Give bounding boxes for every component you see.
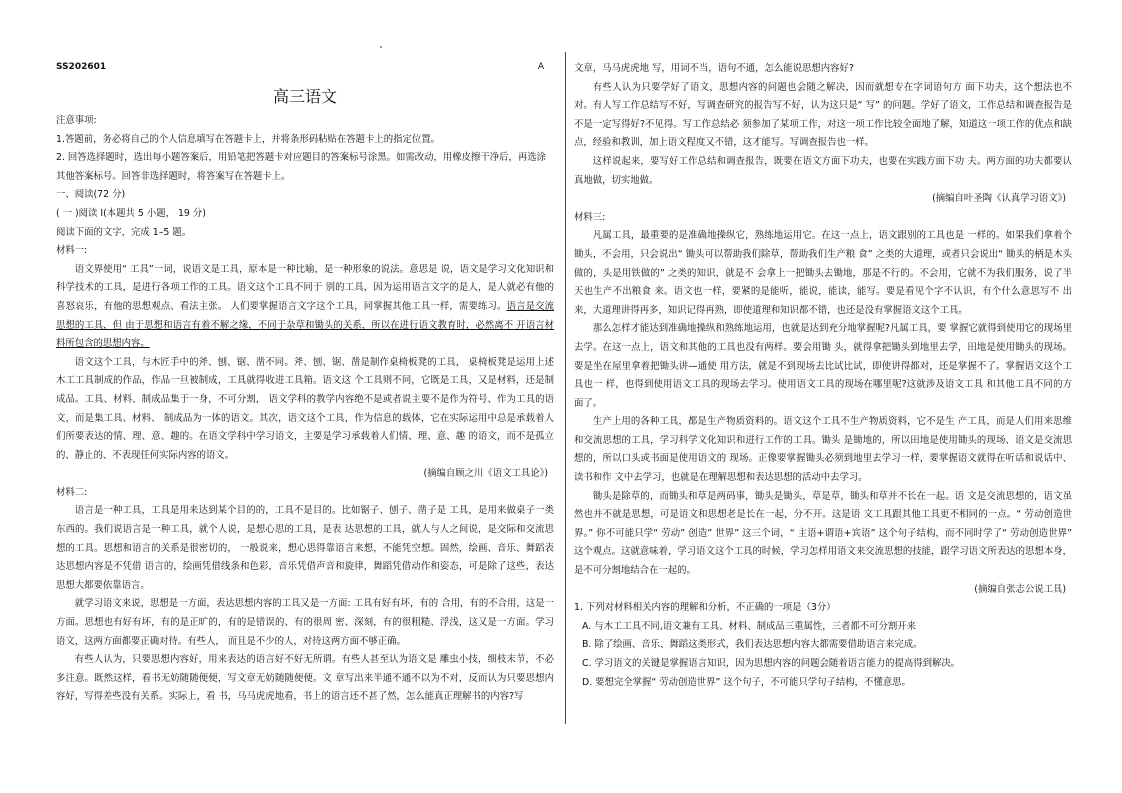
material-3-source: (摘编自张志公说工具) bbox=[974, 583, 1066, 595]
material-3-paragraph-1: 凡属工具，最重要的是准确地操纵它，熟练地运用它。在这一点上，语文跟别的工具也是 一样的。如果我们拿着个锄头，不会用，只会说出“ 锄头可以帮助我们除草，帮助我们生产粮 食” 之类的大道理，或者只会说出“ 锄头的柄是木头做的，头是用铁做的” 之类的知识，就是不 会拿上一把锄头去锄地，那是不行的。不会用，它就不为我们服务，说了半天也生产不出粮食 来。语文也一样，要紧的是能听，能说，能读，能写。要是看见个字不认识，有个什么意思写不 出来，大道理讲得再多，知识记得再熟，即使道理和知识都不错，也还是没有掌握语文这个工具。 bbox=[574, 230, 1072, 316]
material-2-source: (摘编自叶圣陶《认真学习语文》) bbox=[932, 193, 1066, 205]
material-2-paragraph-5: 这样说起来，要写好工作总结和调查报告，既要在语文方面下功夫，也要在实践方面下功 夫。两方面的功夫都要认真地做，切实地做。 bbox=[574, 155, 1072, 186]
material-3-paragraph-2: 那么怎样才能达到准确地操纵和熟练地运用，也就是达到充分地掌握呢?凡属工具，要 掌握它就得到使用它的现场里去学。在这一点上，语文和其他的工具也没有两样。要会用锄 头，就得拿把锄头到地里去学，田地是使用锄头的现场。要是坐在屋里拿着把锄头讲—通使 用方法，就是不到现场去比试比试，即使讲得都对，还是掌握不了。掌握语文这个工具也一 样，也得到使用语文工具的现场去学习。使用语文工具的现场在哪里呢?这就涉及语文工具 和其他工具不同的方面了。 bbox=[574, 323, 1072, 409]
material-1-paragraph-1 bbox=[56, 261, 554, 354]
material-1-label: 材料一: bbox=[56, 245, 88, 257]
paragraph-text: 语文界使用“ 工具”一词，说语文是工具，原本是一种比喻，是一种形象的说法。意思是 说，语文是学习文化知识和科学技术的工具，是进行各项工作的工具。语文这个工具不同于 别的工具，因为运用语言文字的是人，是人就必有他的喜怒哀乐，有他的思想观点、看法主张。 人们要掌握语言文字这个工具，同掌握其他工具一样，需要练习。 bbox=[56, 263, 554, 312]
question-1-option-a: A. 与木工工具不同,语文兼有工具、材料、制成品三重属性，三者都不可分割开来 bbox=[582, 620, 916, 632]
section-heading: 一、阅读(72 分) bbox=[56, 189, 126, 201]
version-label: A bbox=[537, 62, 544, 72]
notes-title: 注意事项: bbox=[56, 115, 97, 126]
material-3-paragraph-4: 锄头是除草的，而锄头和草是两码事，锄头是锄头，草是草，锄头和草并不长在一起。语 文是交流思想的，语文虽然也并不就是思想，可是语文和思想老是长在一起，分不开。这是语 文工具跟其他工具更不相同的一点。“ 劳动创造世界。” 你不可能只学“ 劳动” 创造” 世界” 这三个词，“ 主语+谓语+宾语” 这个句子结构，而不同时学了“ 劳动创造世界” 这个观点。这就意味着，学习语文这个工具的时候，学习怎样用语文来交流思想的技能，跟学习语文所表达的思想本身，是不可分割地结合在一起的。 bbox=[574, 490, 1072, 577]
material-2-label: 材料二: bbox=[56, 486, 88, 498]
material-2-continued: 文章，马马虎虎地 写，用词不当，语句不通，怎么能说思想内容好? bbox=[574, 63, 854, 74]
material-3-paragraph-3: 生产上用的各种工具，都是生产物质资料的。语文这个工具不生产物质资料，它不是生 产工具，而是人们用来思维和交流思想的工具，学习科学文化知识和进行工作的工具。锄头 是锄地的，所以田地是使用锄头的现场、语文是交流思想的，所以口头或书面是使用语文的 现场。正像要掌握锄头必须到地里去学习一样，要掌握语文就得在听话和说话中、读书和作 文中去学习，也就是在理解思想和表达思想的活动中去学习。 bbox=[574, 416, 1072, 484]
question-1-stem: 1. 下列对材料相关内容的理解和分析，不正确的一项是（3分） bbox=[574, 602, 836, 614]
instruction: 阅读下面的文字，完成 1–5 题。 bbox=[56, 226, 192, 238]
question-1-option-b: B. 除了绘画、音乐、舞蹈这类形式，我们表达思想内容大都需要借助语言来完成。 bbox=[582, 639, 923, 651]
material-2-paragraph-3: 有些人认为，只要思想内容好，用来表达的语言好不好无所谓。有些人甚至认为语文是 雕虫小技，细枝末节，不必多注意。既然这样，看书无妨随随便便，写文章无妨随随便便。文 章写出来半通不通不以为不对，反而认为只要思想内容好，写得差些没有关系。实际上，看 书，马马虎虎地看，书上的语言还不甚了然，怎么能真正理解书的内容?写 bbox=[56, 654, 554, 703]
material-2-paragraph-2: 就学习语文来说，思想是一方面，表达思想内容的工具又是一方面: 工具有好有坏，有的 合用，有的不合用，这是一方面。思想也有好有坏，有的是正旷的，有的是错误的、有的很周 密、深刻，有的很粗糙、浮浅，这又是一方面。学习语文，这两方面都要正确对待。有些人， 而且是不少的人，对待这两方面不够正确。 bbox=[56, 598, 554, 647]
column-divider bbox=[565, 52, 566, 724]
exam-code: SS202601 bbox=[56, 62, 107, 72]
question-1-option-c: C. 学习语文的关键是掌握语言知识，因为思想内容的问题会随着语言能力的提高得到解决。 bbox=[582, 658, 961, 669]
material-1-paragraph-2: 语文这个工具，与木匠手中的斧、刨、锯、凿不同。斧、刨、锯、凿是制作桌椅板凳的工具， 桌椅板凳是运用上述木工工具制成的作品，作品一旦被制成，工具就得收进工具箱。语文这 个工具则不同，它既是工具，又是材料，还是制成品。工具、材料、制成品集于一身，不可分割， 语文学科的教学内容绝不是或者说主要不是作为符号、作为工具的语文，而是集工具、材料、 制成品为一体的语文。其次，语文这个工具，作为信息的载体，它在实际运用中总是承载着人 们所要表达的情、理、意、趣的。在语文学科中学习语文，主要是学习承载着人们情、理、意、趣 的语文，而不是孤立的、静止的、不表现任何实际内容的语文。 bbox=[56, 356, 554, 461]
note-2: 2. 回答选择题时，选出每小题答案后，用铅笔把答题卡对应题目的答案标号涂黑。如需改动，用橡皮擦干净后，再选涂其他答案标号。回答非选择题时，将答案写在答题卡上。 bbox=[56, 152, 547, 182]
subsection-heading: ( 一 )阅读 I(本题共 5 小题， 19 分) bbox=[56, 207, 206, 219]
question-1-option-d: D. 要想完全掌握“ 劳动创造世界” 这个句子，不可能只学句子结构，不懂意思。 bbox=[582, 676, 911, 688]
material-1-source: (摘编自顾之川《语文工具论》) bbox=[423, 468, 548, 480]
underlined-passage: 语言是交流思想的工具，但 由于思想和语言有着不解之缘，不同于杂草和锄头的关系，所以在进行语文教育时，必然离不 开语言材料所包含的思想内容。 bbox=[56, 300, 554, 350]
page-title: 高三语文 bbox=[272, 87, 337, 106]
material-2-paragraph-1: 语言是一种工具，工具是用来达到某个目的的，工具不是目的。比如锯子、刨子、凿子是 工具，是用来做桌子一类东西的。我们说语言是一种工具，就个人说，是想心思的工具，是表 达思想的工具，就人与人之间说，是交际和交流思想的工具。思想和语言的关系是很密切的， 一般说来，想心思得靠语言来想，不能凭空想。固然，绘画、音乐、舞蹈表达思想内容是不凭借 语言的，绘画凭借线条和色彩，音乐凭借声音和旋律，舞蹈凭借动作和姿态，可是除了这些，表达思想大都要依靠语言。 bbox=[56, 505, 554, 591]
page-header bbox=[56, 58, 554, 80]
scan-speck bbox=[380, 46, 382, 48]
left-column bbox=[56, 58, 554, 707]
right-column bbox=[574, 60, 1072, 692]
material-3-label: 材料三: bbox=[574, 211, 606, 223]
material-2-paragraph-4: 有些人认为只要学好了语文，思想内容的问题也会随之解决，因而就想专在字词语句方 面下功夫，这个想法也不对。有人写工作总结写不好，写调查研究的报告写不好，认为这只是“ 写” 的问题。学好了语文，工作总结和调查报告是不是一定写得好?不见得。写工作总结必 须参加了某项工作，对这一项工作比较全面地了解，知道这一项工作的优点和缺点，经验和教训，加上语文程度又不错，这才能写。写调查报告也一样。 bbox=[574, 81, 1072, 149]
note-1: 1.答题前，务必将自己的个人信息填写在答题卡上，并将条形码粘贴在答题卡上的指定位置。 bbox=[56, 133, 440, 145]
